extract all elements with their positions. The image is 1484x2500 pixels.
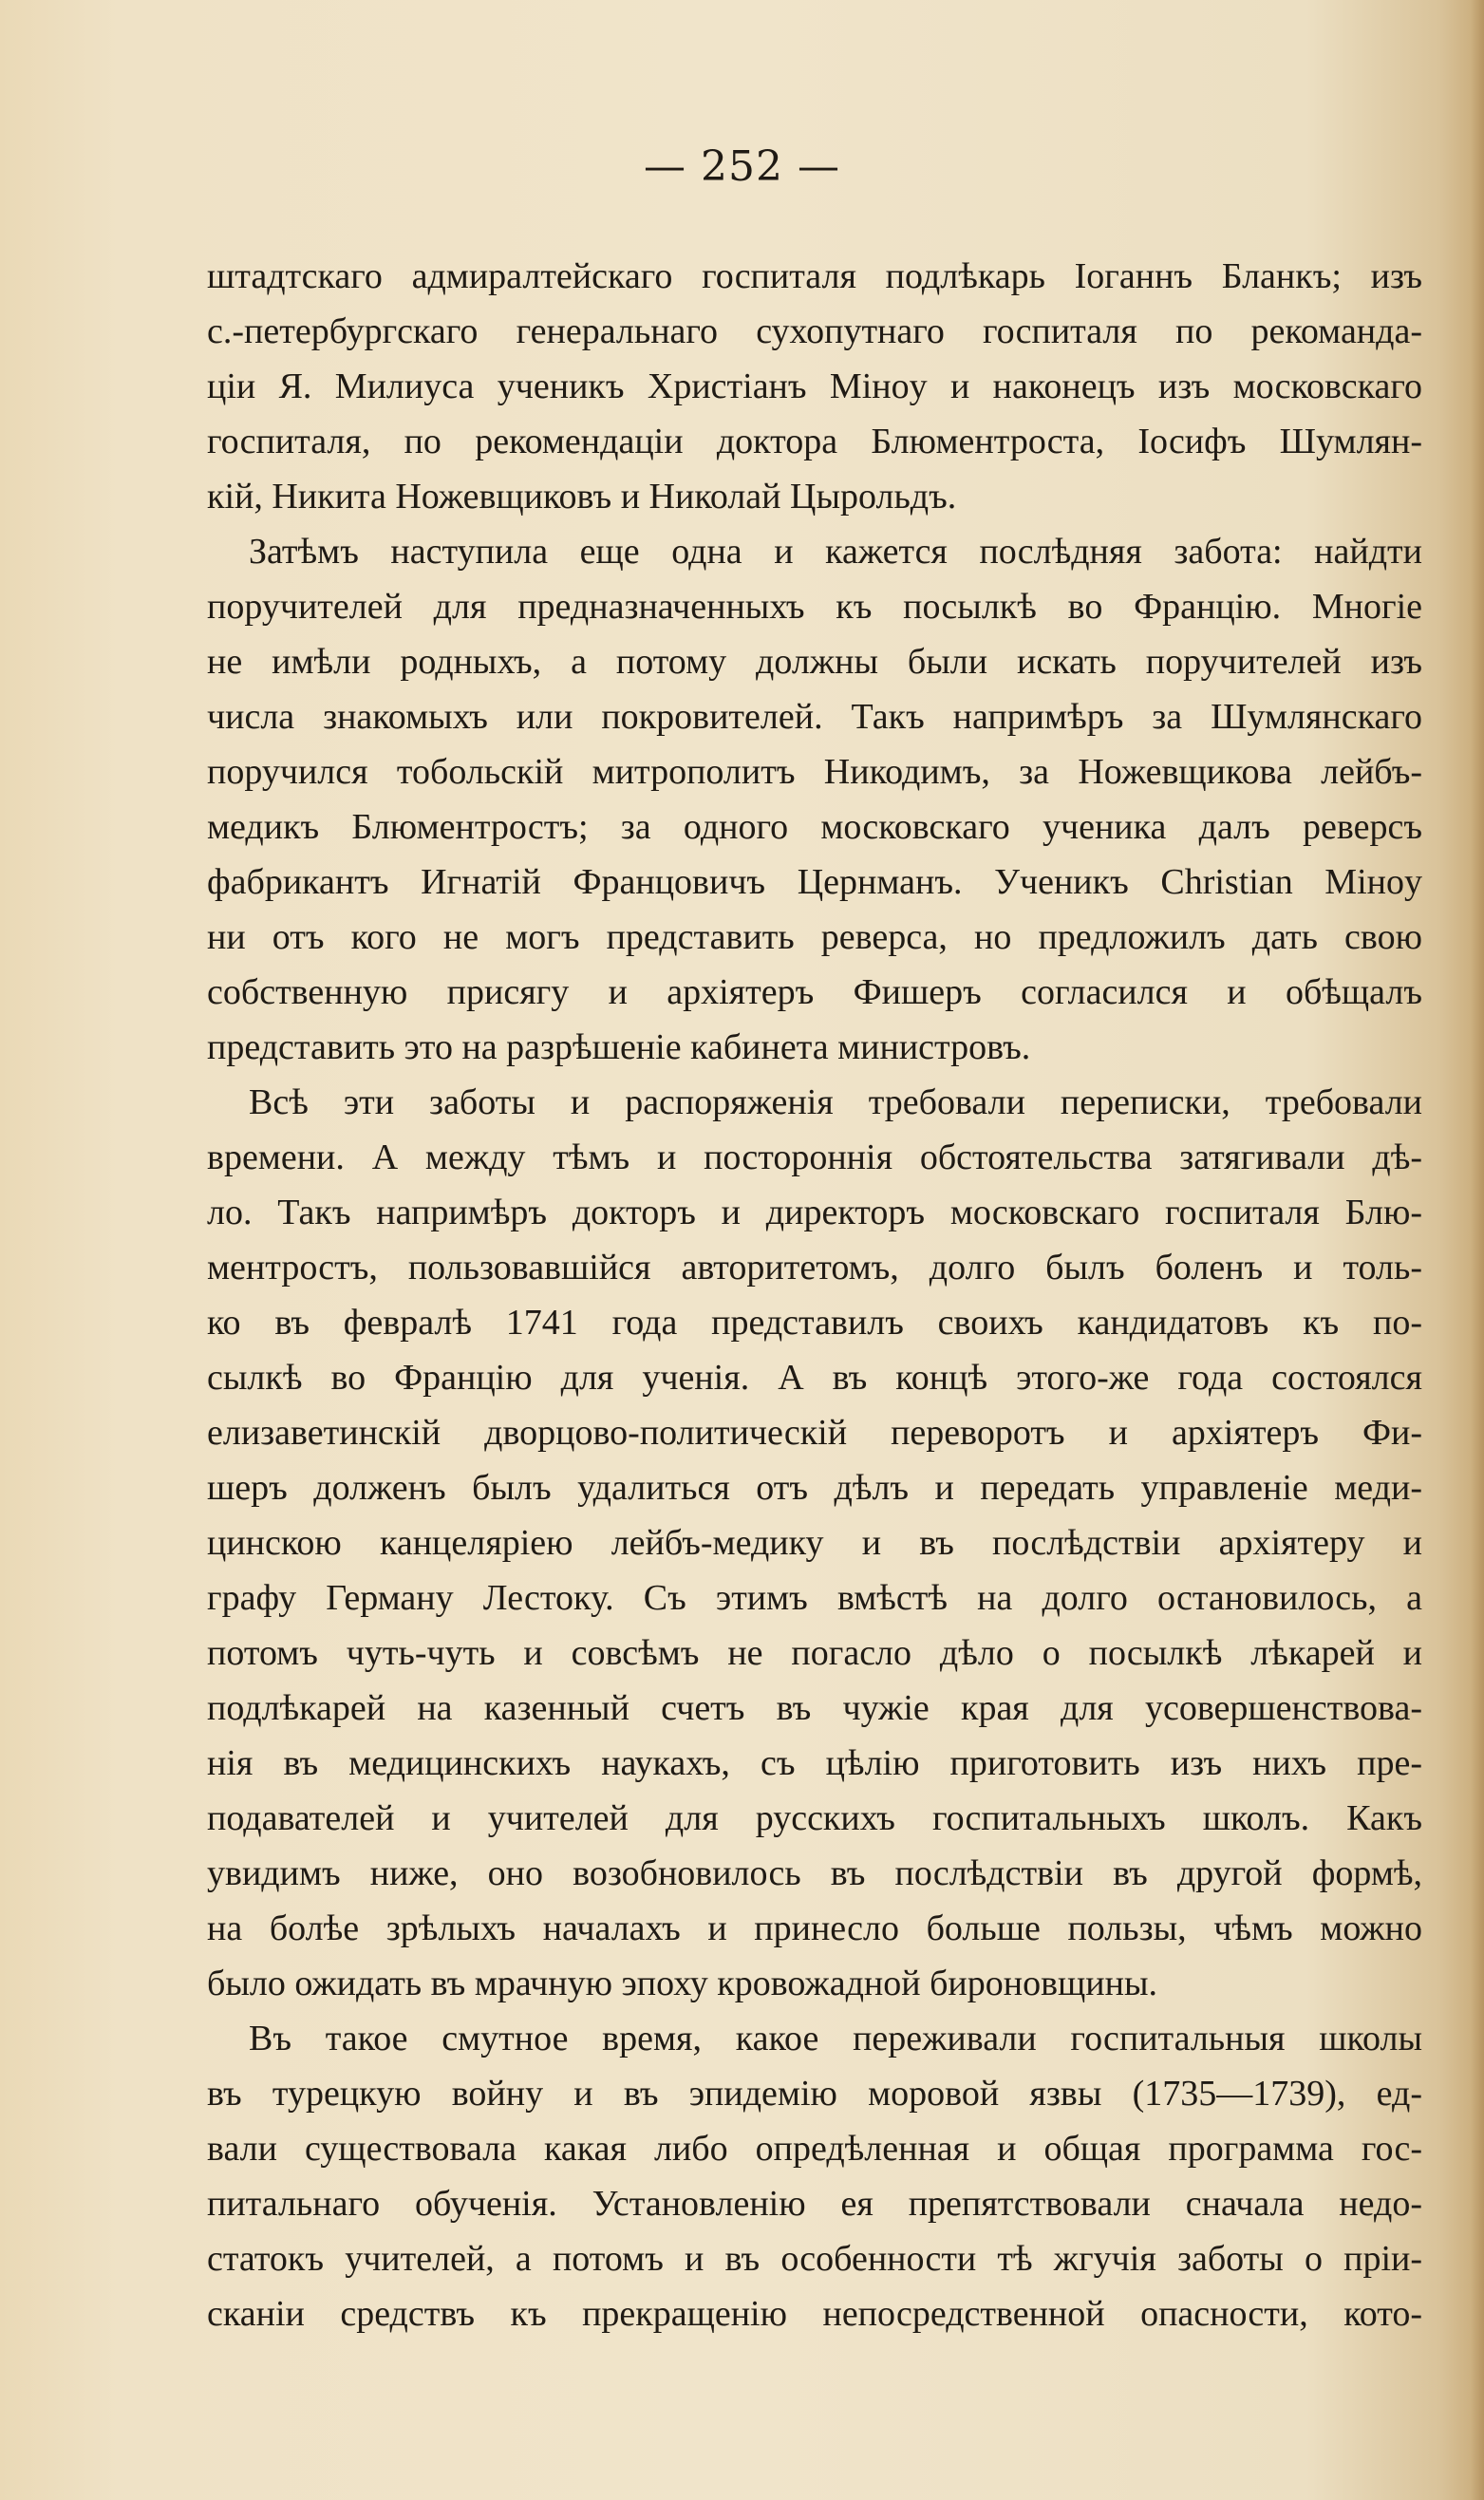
text-line: подавателей и учителей для русскихъ госпитальныхъ школъ. Какъ: [207, 1798, 1422, 1838]
text-line: ко въ февралѣ 1741 года представилъ своихъ кандидатовъ къ по-: [207, 1303, 1422, 1343]
text-line: увидимъ ниже, оно возобновилось въ послѣдствіи въ другой формѣ,: [207, 1853, 1422, 1893]
text-line: представить это на разрѣшеніе кабинета министровъ.: [207, 1027, 1031, 1067]
text-line: поручился тобольскій митрополитъ Никодимъ, за Ножевщикова лейбъ-: [207, 752, 1422, 792]
text-line: питальнаго обученія. Установленію ея препятствовали сначала недо-: [207, 2184, 1422, 2224]
page-number: — 252 —: [644, 142, 840, 191]
body-text: [207, 249, 1422, 2341]
text-line: подлѣкарей на казенный счетъ въ чужіе края для усовершенствова-: [207, 1688, 1422, 1728]
text-line: сылкѣ во Францію для ученія. А въ концѣ этого-же года состоялся: [207, 1358, 1422, 1398]
text-line: не имѣли родныхъ, а потому должны были искать поручителей изъ: [207, 642, 1422, 682]
page-spine-shadow: [1471, 0, 1484, 2500]
text-line: статокъ учителей, а потомъ и въ особенности тѣ жгучія заботы о пріи-: [207, 2239, 1422, 2279]
text-line: въ турецкую войну и въ эпидемію моровой язвы (1735—1739), ед-: [207, 2074, 1422, 2114]
text-line: Всѣ эти заботы и распоряженія требовали переписки, требовали: [249, 1082, 1422, 1122]
text-line: нія въ медицинскихъ наукахъ, съ цѣлію приготовить изъ нихъ пре-: [207, 1743, 1422, 1783]
text-line: времени. А между тѣмъ и постороннія обстоятельства затягивали дѣ-: [207, 1137, 1422, 1177]
text-line: ни отъ кого не могъ представить реверса, но предложилъ дать свою: [207, 917, 1422, 957]
text-line: фабрикантъ Игнатій Францовичъ Цернманъ. Ученикъ Christian Mінoу: [207, 862, 1422, 902]
text-line: сканіи средствъ къ прекращенію непосредственной опасности, кото-: [207, 2294, 1422, 2334]
text-line: ментростъ, пользовавшійся авторитетомъ, долго былъ боленъ и толь-: [207, 1248, 1422, 1288]
text-line: Въ такое смутное время, какое переживали госпитальныя школы: [249, 2019, 1422, 2058]
text-line: поручителей для предназначенныхъ къ посылкѣ во Францію. Многіе: [207, 587, 1422, 627]
text-line: штадтскаго адмиралтейскаго госпиталя подлѣкарь Іоганнъ Бланкъ; изъ: [207, 256, 1422, 296]
text-line: числа знакомыхъ или покровителей. Такъ напримѣръ за Шумлянскаго: [207, 697, 1422, 737]
text-line: елизаветинскій дворцово-политическій переворотъ и архіятеръ Фи-: [207, 1413, 1422, 1453]
text-line: ло. Такъ напримѣръ докторъ и директоръ московскаго госпиталя Блю-: [207, 1193, 1422, 1232]
text-line: потомъ чуть-чуть и совсѣмъ не погасло дѣло о посылкѣ лѣкарей и: [207, 1633, 1422, 1673]
text-line: кій, Никита Ножевщиковъ и Николай Цырольдъ.: [207, 477, 957, 517]
text-line: с.-петербургскаго генеральнаго сухопутнаго госпиталя по рекоманда-: [207, 311, 1422, 351]
text-line: Затѣмъ наступила еще одна и кажется послѣдняя забота: найдти: [249, 532, 1422, 572]
text-line: медикъ Блюментростъ; за одного московскаго ученика далъ реверсъ: [207, 807, 1422, 847]
text-line: графу Герману Лестоку. Съ этимъ вмѣстѣ на долго остановилось, а: [207, 1578, 1422, 1618]
text-line: госпиталя, по рекомендаціи доктора Блюментроста, Іосифъ Шумлян-: [207, 422, 1422, 461]
text-line: на болѣе зрѣлыхъ началахъ и принесло больше пользы, чѣмъ можно: [207, 1908, 1422, 1948]
text-line: цинскою канцеляріею лейбъ-медику и въ послѣдствіи архіятеру и: [207, 1523, 1422, 1563]
text-line: было ожидать въ мрачную эпоху кровожадной бироновщины.: [207, 1964, 1157, 2003]
text-line: вали существовала какая либо опредѣленная и общая программа гос-: [207, 2129, 1422, 2169]
text-line: ціи Я. Милиуса ученикъ Христіанъ Мінoу и наконецъ изъ московскаго: [207, 367, 1422, 406]
text-line: собственную присягу и архіятеръ Фишеръ согласился и обѣщалъ: [207, 972, 1422, 1012]
text-line: шеръ долженъ былъ удалиться отъ дѣлъ и передать управленіе меди-: [207, 1468, 1422, 1508]
